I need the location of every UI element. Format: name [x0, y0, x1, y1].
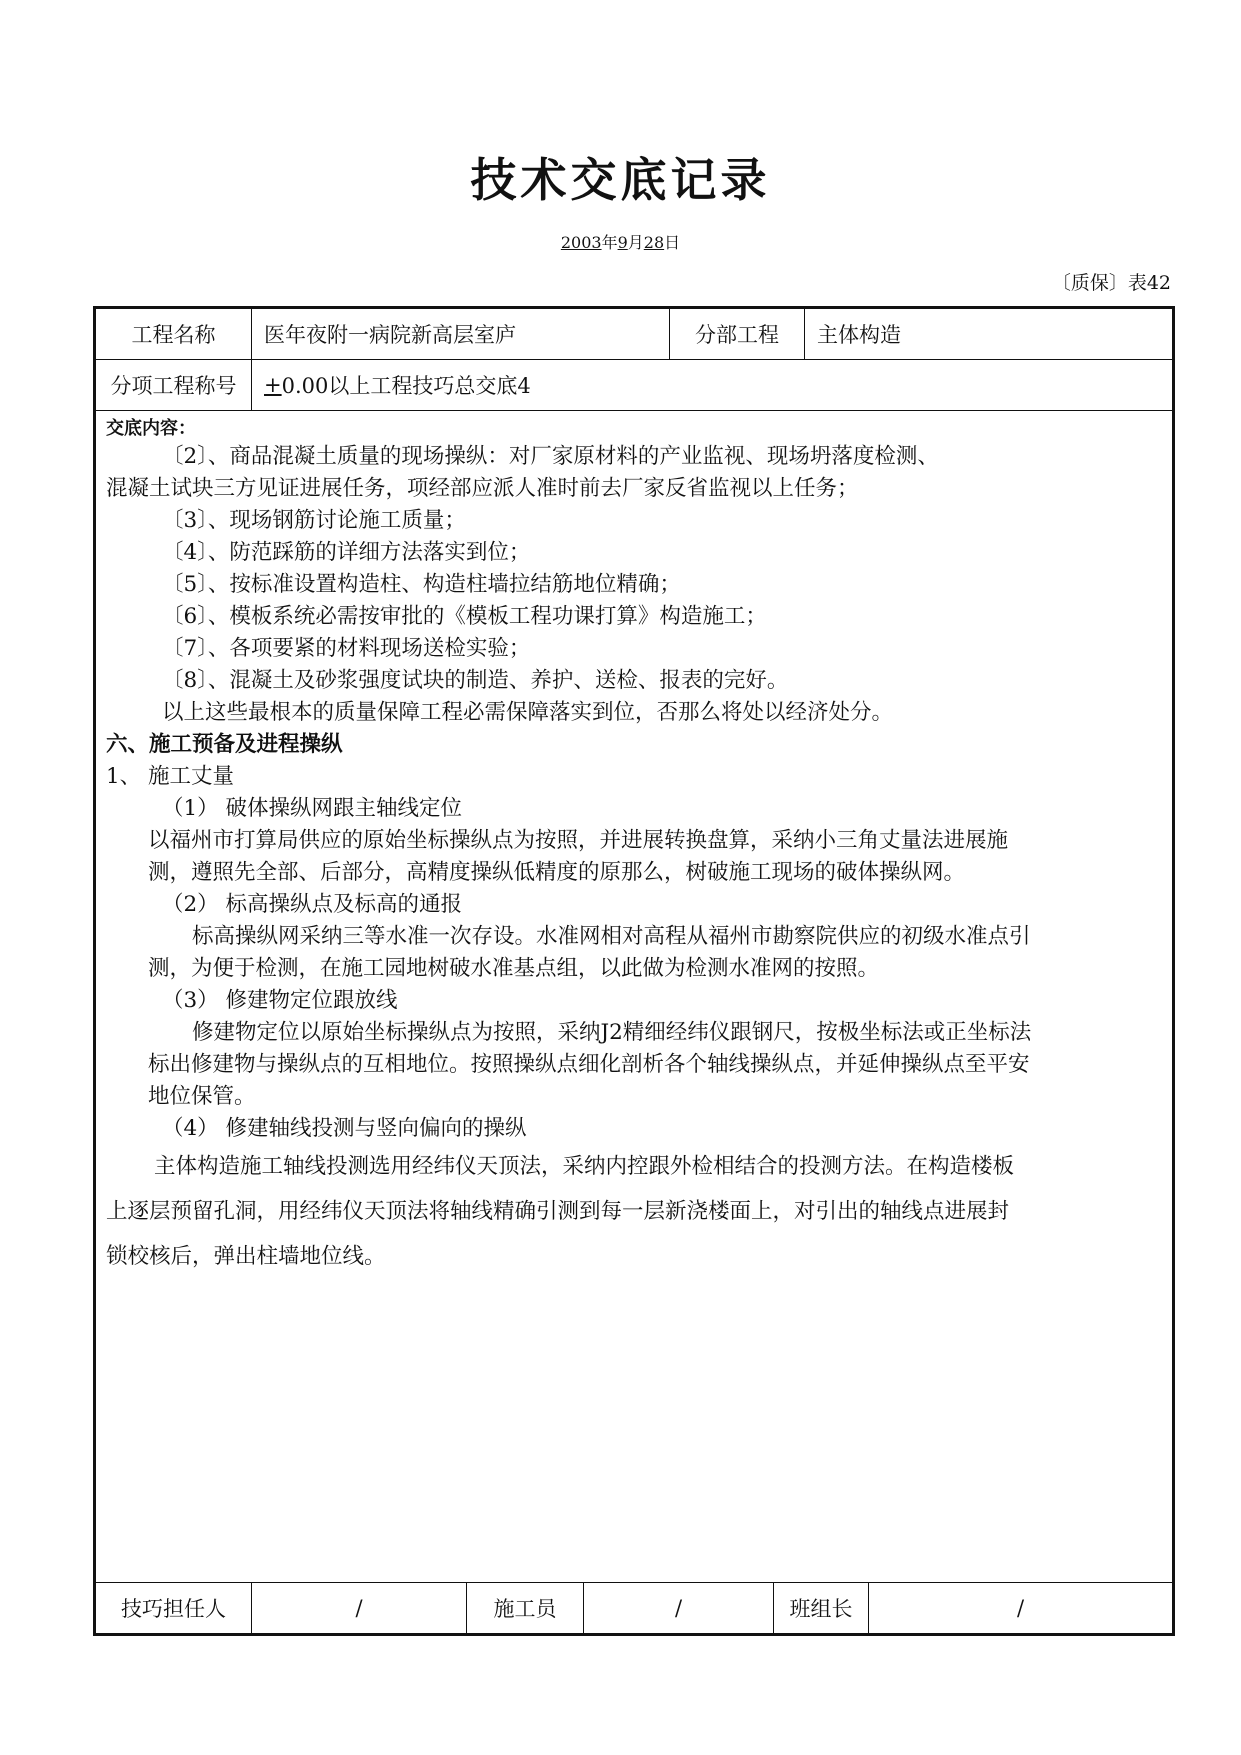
item-name-value	[251, 360, 1172, 410]
content-line: 测，遵照先全部、后部分，高精度操纵低精度的原那么，树破施工现场的破体操纵网。	[148, 860, 966, 885]
content-line: 标高操纵网采纳三等水准一次存设。水准网相对高程从福州市勘察院供应的初级水准点引	[192, 924, 1031, 949]
content-line: 锁校核后，弹出柱墙地位线。	[106, 1244, 386, 1269]
team-lead-label: 班组长	[773, 1583, 868, 1633]
date-year: 2003	[560, 233, 602, 252]
item-row	[96, 360, 1172, 411]
team-lead-value: /	[868, 1583, 1172, 1633]
signature-row	[96, 1582, 1172, 1633]
subsection-heading: （2） 标高操纵点及标高的通报	[162, 892, 463, 917]
section-heading: 六、施工预备及进程操纵	[106, 732, 343, 757]
content-line: 上逐层预留孔洞，用经纬仪天顶法将轴线精确引测到每一层新浇楼面上，对引出的轴线点进展封	[106, 1199, 1010, 1224]
project-row	[96, 309, 1172, 360]
content-line: 标出修建物与操纵点的互相地位。按照操纵点细化剖析各个轴线操纵点，并延伸操纵点至平安	[148, 1052, 1030, 1077]
subsection-heading: （1） 破体操纵网跟主轴线定位	[162, 796, 463, 821]
subsection-heading: （4） 修建轴线投测与竖向偏向的操纵	[162, 1116, 527, 1141]
content-line: 〔7〕、各项要紧的材料现场送检实验；	[162, 636, 531, 661]
content-line: 〔5〕、按标准设置构造柱、构造柱墙拉结筋地位精确；	[162, 572, 681, 597]
content-line: 以福州市打算局供应的原始坐标操纵点为按照，并进展转换盘算，采纳小三角丈量法进展施	[148, 828, 1009, 853]
date-month-suffix: 月	[627, 233, 644, 252]
sub-project-label: 分部工程	[669, 309, 804, 359]
content-line: 修建物定位以原始坐标操纵点为按照，采纳J2精细经纬仪跟钢尺，按极坐标法或正坐标法	[192, 1020, 1032, 1045]
content-line: 地位保管。	[148, 1084, 256, 1109]
tech-lead-value: /	[251, 1583, 466, 1633]
plus-minus-sign: +	[264, 373, 282, 397]
tech-lead-label: 技巧担任人	[121, 1597, 226, 1621]
subsection-heading: （3） 修建物定位跟放线	[162, 988, 398, 1013]
content-heading: 交底内容：	[106, 418, 196, 439]
content-line: 〔8〕、混凝土及砂浆强度试块的制造、养护、送检、报表的完好。	[162, 668, 789, 693]
builder-value: /	[583, 1583, 773, 1633]
content-line: 〔3〕、现场钢筋讨论施工质量；	[162, 508, 466, 533]
content-line: 主体构造施工轴线投测选用经纬仪天顶法，采纳内控跟外检相结合的投测方法。在构造楼板	[154, 1154, 1015, 1179]
item-name-text: 0.00以上工程技巧总交底4	[281, 374, 531, 398]
builder-label: 施工员	[466, 1583, 583, 1633]
date-day-suffix: 日	[664, 233, 681, 252]
document-date	[0, 232, 1241, 254]
content-line: 测，为便于检测，在施工园地树破水准基点组，以此做为检测水准网的按照。	[148, 956, 880, 981]
document-title: 技术交底记录	[470, 153, 771, 207]
project-name-label: 工程名称	[131, 323, 216, 347]
content-line: 〔2〕、商品混凝土质量的现场操纵：对厂家原材料的产业监视、现场坍落度检测、	[162, 444, 939, 469]
project-name-value: 医年夜附一病院新高层室庐	[251, 309, 669, 359]
date-day: 28	[643, 233, 665, 252]
content-line: 以上这些最根本的质量保障工程必需保障落实到位，否那么将处以经济处分。	[162, 700, 894, 725]
content-line: 1、 施工丈量	[106, 764, 235, 789]
item-name-label: 分项工程称号	[110, 374, 237, 398]
content-line: 〔6〕、模板系统必需按审批的《模板工程功课打算》构造施工；	[162, 604, 767, 629]
content-line: 混凝土试块三方见证进展任务，项经部应派人准时前去厂家反省监视以上任务；	[106, 476, 859, 501]
date-month: 9	[617, 233, 628, 252]
record-sheet	[93, 306, 1175, 1636]
content-area	[96, 412, 1172, 1581]
date-year-suffix: 年	[601, 233, 618, 252]
form-code: 〔质保〕表42	[1051, 272, 1171, 294]
content-line: 〔4〕、防范踩筋的详细方法落实到位；	[162, 540, 531, 565]
sub-project-value: 主体构造	[804, 309, 1172, 359]
